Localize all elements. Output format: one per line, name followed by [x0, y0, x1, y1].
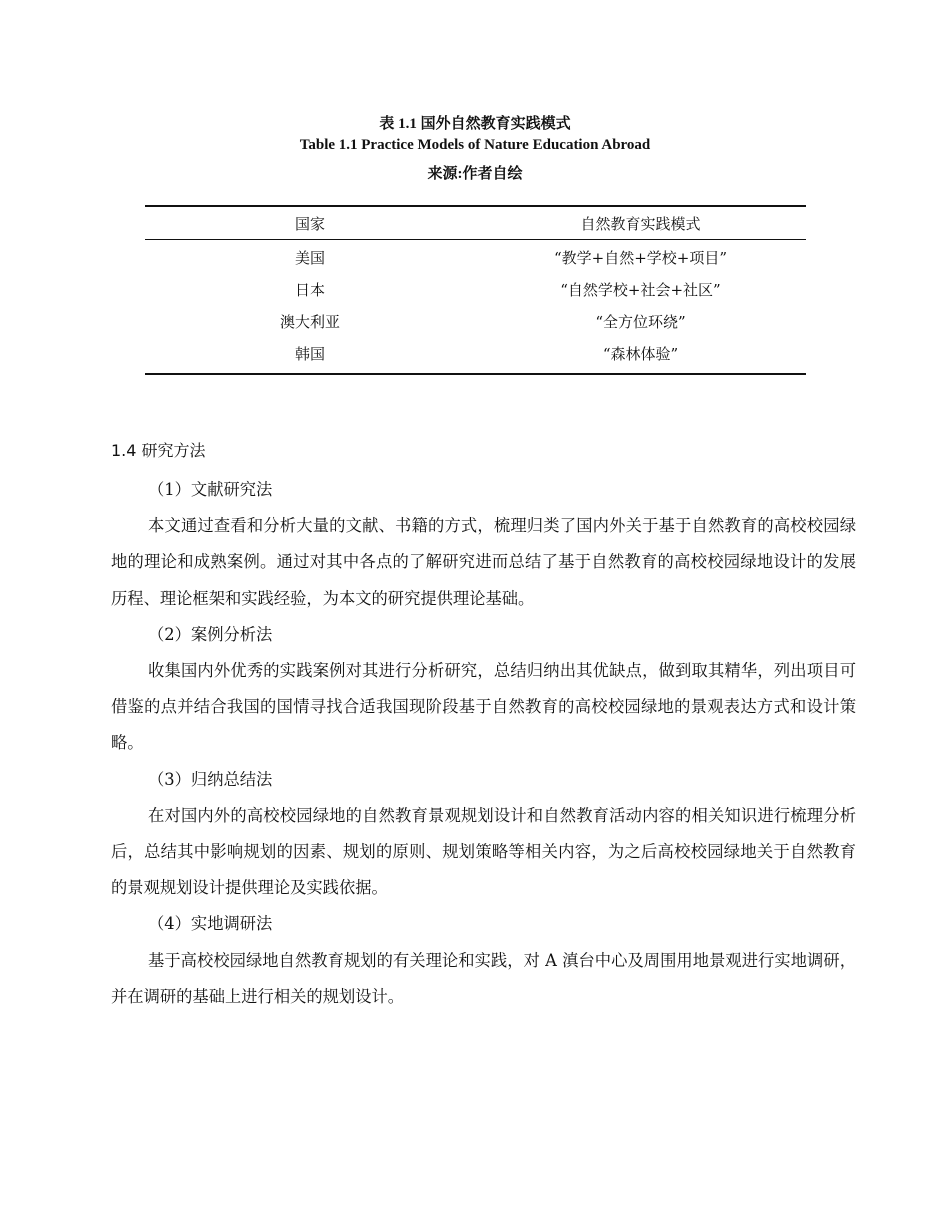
table-caption-en: Table 1.1 Practice Models of Nature Education Abroad — [299, 137, 651, 153]
table-cell-model: “森林体验” — [602, 344, 679, 363]
method-title: （1）文献研究法 — [148, 480, 273, 499]
table-row — [145, 305, 806, 337]
method-paragraph: 在对国内外的高校校园绿地的自然教育景观规划设计和自然教育活动内容的相关知识进行梳理分析后，总结其中影响规划的因素、规划的原则、规划策略等相关内容，为之后高校校园绿地关于自然教育的景观规划设计提供理论及实践依据。 — [111, 805, 856, 898]
table-row — [145, 337, 806, 369]
table-cell-country: 韩国 — [294, 344, 325, 363]
table-row — [145, 273, 806, 305]
table-row — [145, 241, 806, 273]
section-heading: 1.4 研究方法 — [111, 441, 206, 460]
table-cell-model: “自然学校+社会+社区” — [560, 280, 721, 299]
table-cell-model: “教学+自然+学校+项目” — [553, 248, 728, 267]
method-title: （3）归纳总结法 — [148, 769, 273, 789]
method-title: （4）实地调研法 — [148, 914, 273, 934]
method-paragraph: 收集国内外优秀的实践案例对其进行分析研究，总结归纳出其优缺点，做到取其精华，列出项目可借鉴的点并结合我国的国情寻找合适我国现阶段基于自然教育的高校校园绿地的景观表达方式和设计策略。 — [111, 661, 856, 753]
table-caption-cn: 表 1.1 国外自然教育实践模式 — [379, 116, 571, 132]
method-paragraph: 基于高校校园绿地自然教育规划的有关理论和实践，对 A 滇台中心及周围用地景观进行实地调研，并在调研的基础上进行相关的规划设计。 — [111, 950, 856, 1006]
method-paragraph: 本文通过查看和分析大量的文献、书籍的方式，梳理归类了国内外关于基于自然教育的高校校园绿地的理论和成熟案例。通过对其中各点的了解研究进而总结了基于自然教育的高校校园绿地设计的发展历程、理论框架和实践经验，为本文的研究提供理论基础。 — [111, 516, 856, 608]
table-cell-country: 日本 — [294, 280, 325, 299]
table-header-row — [145, 207, 806, 239]
table-cell-country: 美国 — [294, 248, 325, 267]
practice-models-table — [145, 205, 806, 375]
column-header-model: 自然教育实践模式 — [580, 214, 701, 233]
table-cell-country: 澳大利亚 — [279, 312, 340, 331]
table-bottom-rule — [145, 373, 806, 375]
table-cell-model: “全方位环绕” — [595, 312, 686, 331]
section-body — [111, 472, 856, 1015]
method-title: （2）案例分析法 — [148, 624, 273, 644]
table-source: 来源:作者自绘 — [427, 166, 523, 182]
column-header-country: 国家 — [294, 214, 325, 233]
